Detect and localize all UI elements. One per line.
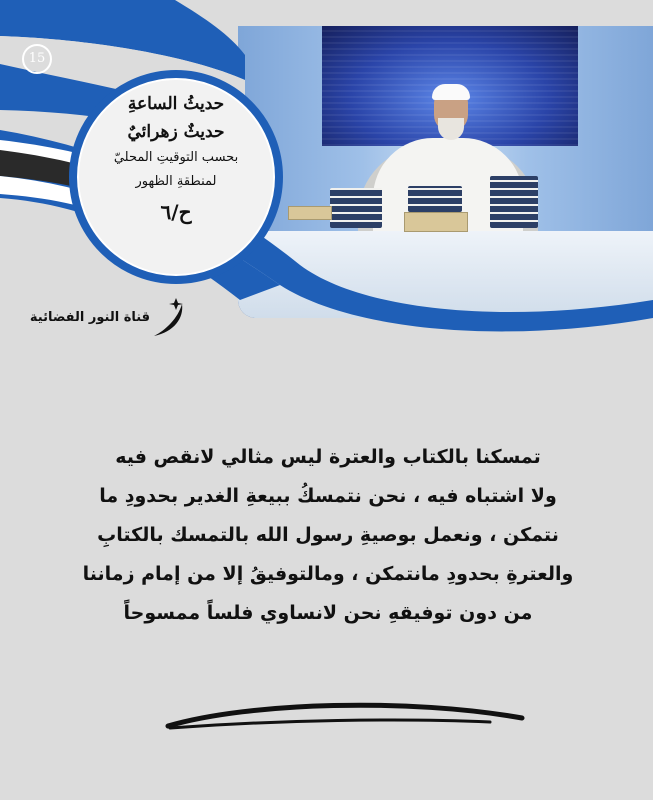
quote-text <box>30 438 626 633</box>
episode-number-badge: 15 <box>22 44 52 74</box>
quote-line-3: نتمكن ، ونعمل بوصيةِ رسول الله بالتمسك بالكتابِ <box>97 524 559 546</box>
title-line-4: لمنطقةِ الظهور <box>135 174 217 189</box>
channel-logo-text: قناة النور الفضائية <box>29 310 151 325</box>
channel-logo <box>20 296 170 356</box>
header-banner <box>0 0 653 340</box>
hand-drawn-underline-icon <box>160 696 530 736</box>
quote-line-1: تمسكنا بالكتاب والعترة ليس مثالي لانقص فيه <box>115 446 541 468</box>
quote-line-4: والعترةِ بحدودِ مانتمكن ، ومالتوفيقُ إلا من إمام زماننا <box>82 563 574 585</box>
title-circle-text <box>69 90 283 230</box>
title-line-1: حديثُ الساعةِ <box>127 94 225 114</box>
title-line-3: بحسب التوقيتِ المحليّ <box>113 150 239 165</box>
crescent-star-logo-icon <box>148 296 192 340</box>
title-line-5: ح/٦ <box>160 200 192 224</box>
title-line-2: حديثٌ زهرائيٌ <box>127 122 225 142</box>
quote-line-2: ولا اشتباه فيه ، نحن نتمسكُ ببيعةِ الغدير بحدودِ ما <box>99 485 557 507</box>
quote-line-5: من دون توفيقهِ نحن لانساوي فلساً ممسوحاً <box>123 602 533 624</box>
